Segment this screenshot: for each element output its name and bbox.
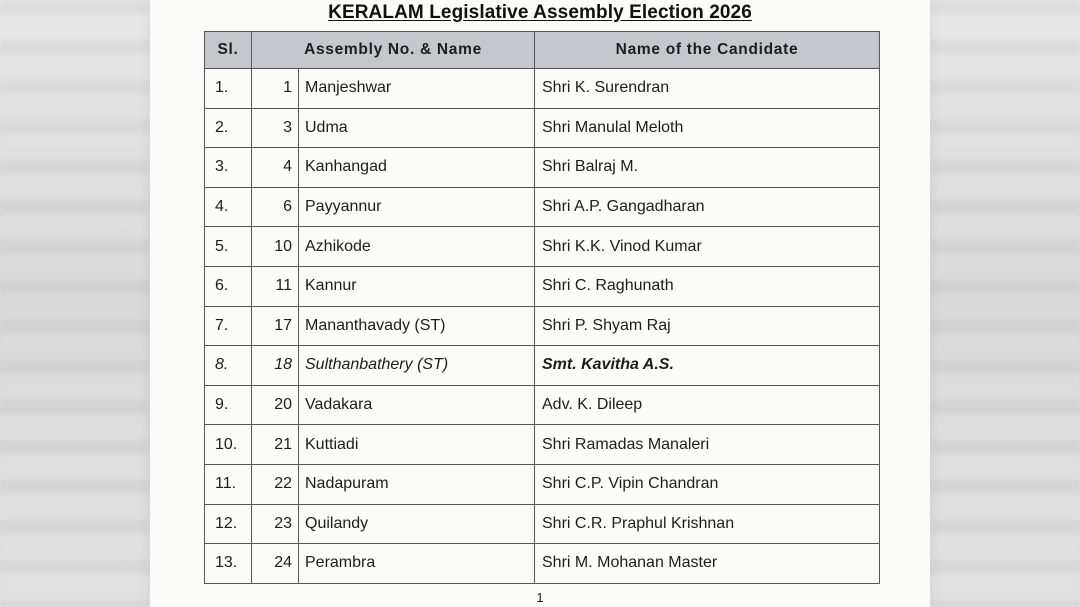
header-candidate: Name of the Candidate	[535, 32, 880, 69]
header-sl: Sl.	[205, 32, 252, 69]
serial-cell: 7.	[205, 306, 252, 346]
blurred-background-right	[930, 0, 1080, 607]
serial-cell: 2.	[205, 108, 252, 148]
assembly-name-cell: Payyannur	[299, 187, 535, 227]
table-row	[205, 544, 880, 584]
candidate-name-cell: Shri K.K. Vinod Kumar	[535, 227, 880, 267]
serial-cell: 10.	[205, 425, 252, 465]
serial-cell: 12.	[205, 504, 252, 544]
assembly-name-cell: Nadapuram	[299, 464, 535, 504]
table-row	[205, 425, 880, 465]
candidate-name-cell: Shri P. Shyam Raj	[535, 306, 880, 346]
page-number: 1	[536, 590, 544, 605]
candidate-name-cell: Shri Balraj M.	[535, 148, 880, 188]
serial-cell: 4.	[205, 187, 252, 227]
assembly-number-cell: 11	[252, 266, 299, 306]
table-row	[205, 69, 880, 109]
header-assembly: Assembly No. & Name	[252, 32, 535, 69]
candidate-name-cell: Shri A.P. Gangadharan	[535, 187, 880, 227]
assembly-number-cell: 3	[252, 108, 299, 148]
table-row	[205, 227, 880, 267]
table-row	[205, 266, 880, 306]
candidate-name-cell: Adv. K. Dileep	[535, 385, 880, 425]
assembly-name-cell: Kanhangad	[299, 148, 535, 188]
table-row	[205, 385, 880, 425]
assembly-name-cell: Manjeshwar	[299, 69, 535, 109]
table-row	[205, 187, 880, 227]
assembly-name-cell: Sulthanbathery (ST)	[299, 346, 535, 386]
assembly-name-cell: Vadakara	[299, 385, 535, 425]
assembly-number-cell: 1	[252, 69, 299, 109]
candidate-name-cell: Shri M. Mohanan Master	[535, 544, 880, 584]
serial-cell: 11.	[205, 464, 252, 504]
assembly-name-cell: Azhikode	[299, 227, 535, 267]
assembly-number-cell: 24	[252, 544, 299, 584]
assembly-number-cell: 20	[252, 385, 299, 425]
table-header-row	[205, 32, 880, 69]
table-row	[205, 108, 880, 148]
serial-cell: 5.	[205, 227, 252, 267]
assembly-name-cell: Kannur	[299, 266, 535, 306]
assembly-name-cell: Kuttiadi	[299, 425, 535, 465]
serial-cell: 3.	[205, 148, 252, 188]
assembly-number-cell: 4	[252, 148, 299, 188]
candidate-name-cell: Shri Manulal Meloth	[535, 108, 880, 148]
table-row	[205, 346, 880, 386]
assembly-number-cell: 10	[252, 227, 299, 267]
candidate-name-cell: Shri C.P. Vipin Chandran	[535, 464, 880, 504]
candidate-name-cell: Shri C. Raghunath	[535, 266, 880, 306]
table-row	[205, 306, 880, 346]
document-title: KERALAM Legislative Assembly Election 2026	[328, 2, 752, 23]
serial-cell: 6.	[205, 266, 252, 306]
table-row	[205, 148, 880, 188]
serial-cell: 13.	[205, 544, 252, 584]
serial-cell: 8.	[205, 346, 252, 386]
assembly-number-cell: 23	[252, 504, 299, 544]
assembly-number-cell: 22	[252, 464, 299, 504]
blurred-background-left	[0, 0, 150, 607]
candidate-name-cell: Shri C.R. Praphul Krishnan	[535, 504, 880, 544]
serial-cell: 1.	[205, 69, 252, 109]
serial-cell: 9.	[205, 385, 252, 425]
assembly-name-cell: Perambra	[299, 544, 535, 584]
assembly-name-cell: Udma	[299, 108, 535, 148]
assembly-name-cell: Quilandy	[299, 504, 535, 544]
assembly-name-cell: Mananthavady (ST)	[299, 306, 535, 346]
candidate-name-cell: Smt. Kavitha A.S.	[535, 346, 880, 386]
assembly-number-cell: 6	[252, 187, 299, 227]
table-row	[205, 464, 880, 504]
candidate-table	[204, 31, 880, 584]
document-page	[150, 0, 930, 607]
assembly-number-cell: 21	[252, 425, 299, 465]
candidate-name-cell: Shri K. Surendran	[535, 69, 880, 109]
assembly-number-cell: 18	[252, 346, 299, 386]
assembly-number-cell: 17	[252, 306, 299, 346]
table-row	[205, 504, 880, 544]
candidate-name-cell: Shri Ramadas Manaleri	[535, 425, 880, 465]
